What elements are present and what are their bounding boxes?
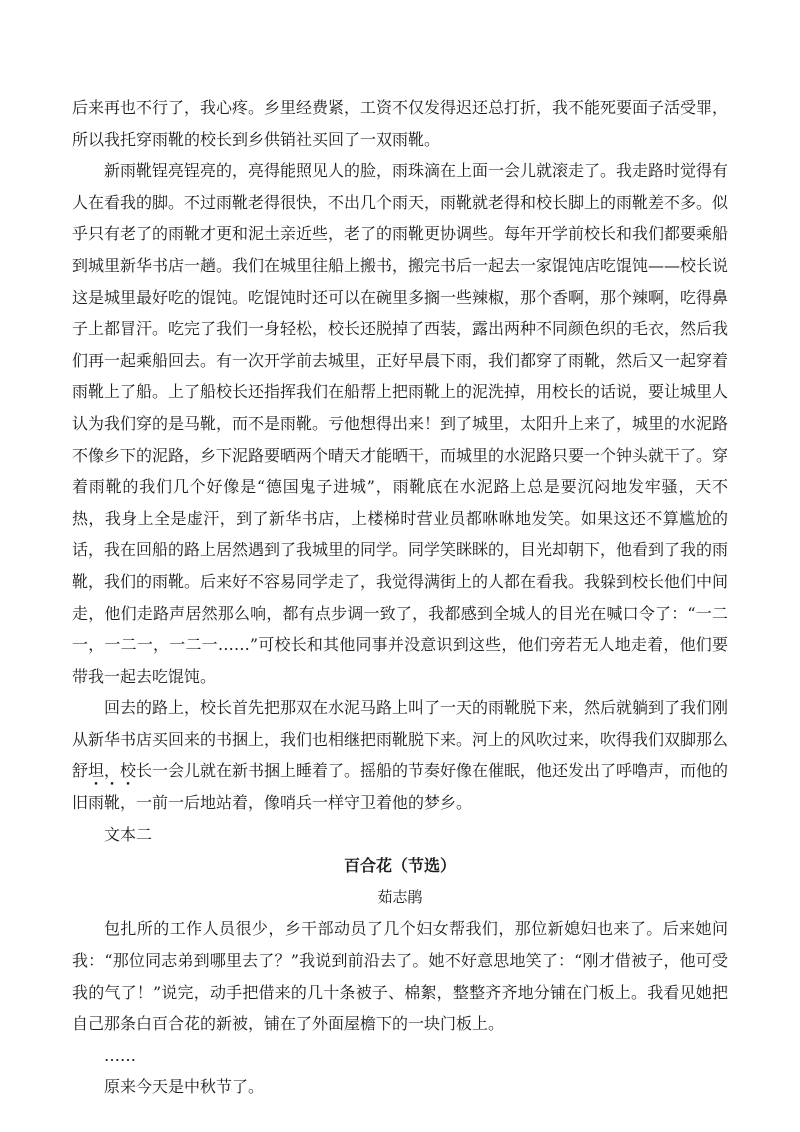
paragraph-3-text-b: ，一前一后地站着，像哨兵一样守卫着他的梦乡。 (120, 793, 473, 813)
paragraph-3 (72, 692, 728, 818)
section-title: 百合花（节选） (343, 856, 456, 876)
author-name: 茹志鹃 (377, 887, 423, 906)
ellipsis-line: …… (104, 1045, 136, 1065)
paragraph-5: 原来今天是中秋节了。 (104, 1077, 265, 1097)
paragraph-3-text-a: 回去的路上，校长首先把那双在水泥马路上叫了一天的雨靴脱下来，然后就躺到了我们刚从新华书店买回来的书捆上，我们也相继把雨靴脱下来。河上的风吹过来，吹得我们双脚那么舒坦，校长一会儿就在新书捆上睡着了。摇船的节奏好像在催眠，他还发出了呼噜声，而他的 (72, 698, 729, 781)
paragraph-1: 后来再也不行了，我心疼。乡里经费紧，工资不仅发得迟还总打折，我不能死要面子活受罪，所以我托穿雨靴的校长到乡供销社买回了一双雨靴。 (72, 98, 729, 149)
paragraph-2: 新雨靴锃亮锃亮的，亮得能照见人的脸，雨珠滴在上面一会儿就滚走了。我走路时觉得有人在看我的脚。不过雨靴老得很快，不出几个雨天，雨靴就老得和校长脚上的雨靴差不多。似乎只有老了的雨靴才更和泥土亲近些，老了的雨靴更协调些。每年开学前校长和我们都要乘船到城里新华书店一趟。我们在城里往船上搬书，搬完书后一起去一家馄饨店吃馄饨——校长说这是城里最好吃的馄饨。吃馄饨时还可以在碗里多搁一些辣椒，那个香啊，那个辣啊，吃得鼻子上都冒汗。吃完了我们一身轻松，校长还脱掉了西装，露出两种不同颜色织的毛衣，然后我们再一起乘船回去。有一次开学前去城里，正好早晨下雨，我们都穿了雨靴，然后又一起穿着雨靴上了船。上了船校长还指挥我们在船帮上把雨靴上的泥洗掉，用校长的话说，要让城里人认为我们穿的是马靴，而不是雨靴。亏他想得出来！到了城里，太阳升上来了，城里的水泥路不像乡下的泥路，乡下泥路要晒两个晴天才能晒干，而城里的水泥路只要一个钟头就干了。穿着雨靴的我们几个好像是“德国鬼子进城”，雨靴底在水泥路上总是要沉闷地发牢骚，天不热，我身上全是虚汗，到了新华书店，上楼梯时营业员都咻咻地发笑。如果这还不算尴尬的话，我在回船的路上居然遇到了我城里的同学。同学笑眯眯的，目光却朝下，他看到了我的雨靴，我们的雨靴。后来好不容易同学走了，我觉得满街上的人都在看我。我躲到校长他们中间走，他们走路声居然那么响，都有点步调一致了，我都感到全城人的目光在喊口令了：“一二一，一二一，一二一……”可校长和其他同事并没意识到这些，他们旁若无人地走着，他们要带我一起去吃馄饨。 (72, 161, 729, 686)
document-page (72, 92, 728, 1103)
emphasis-dot-char-1: 旧 (72, 793, 89, 813)
emphasis-dot-char-3: 靴 (104, 793, 121, 813)
section-label: 文本二 (104, 824, 153, 844)
paragraph-4: 包扎所的工作人员很少，乡干部动员了几个妇女帮我们，那位新媳妇也来了。后来她问我：“那位同志弟到哪里去了？”我说到前沿去了。她不好意思地笑了：“刚才借被子，他可受我的气了！”说完，动手把借来的几十条被子、棉絮，整整齐齐地分铺在门板上。我看见她把自己那条白百合花的新被，铺在了外面屋檐下的一块门板上。 (72, 919, 728, 1034)
emphasis-dot-char-2: 雨 (88, 793, 105, 813)
